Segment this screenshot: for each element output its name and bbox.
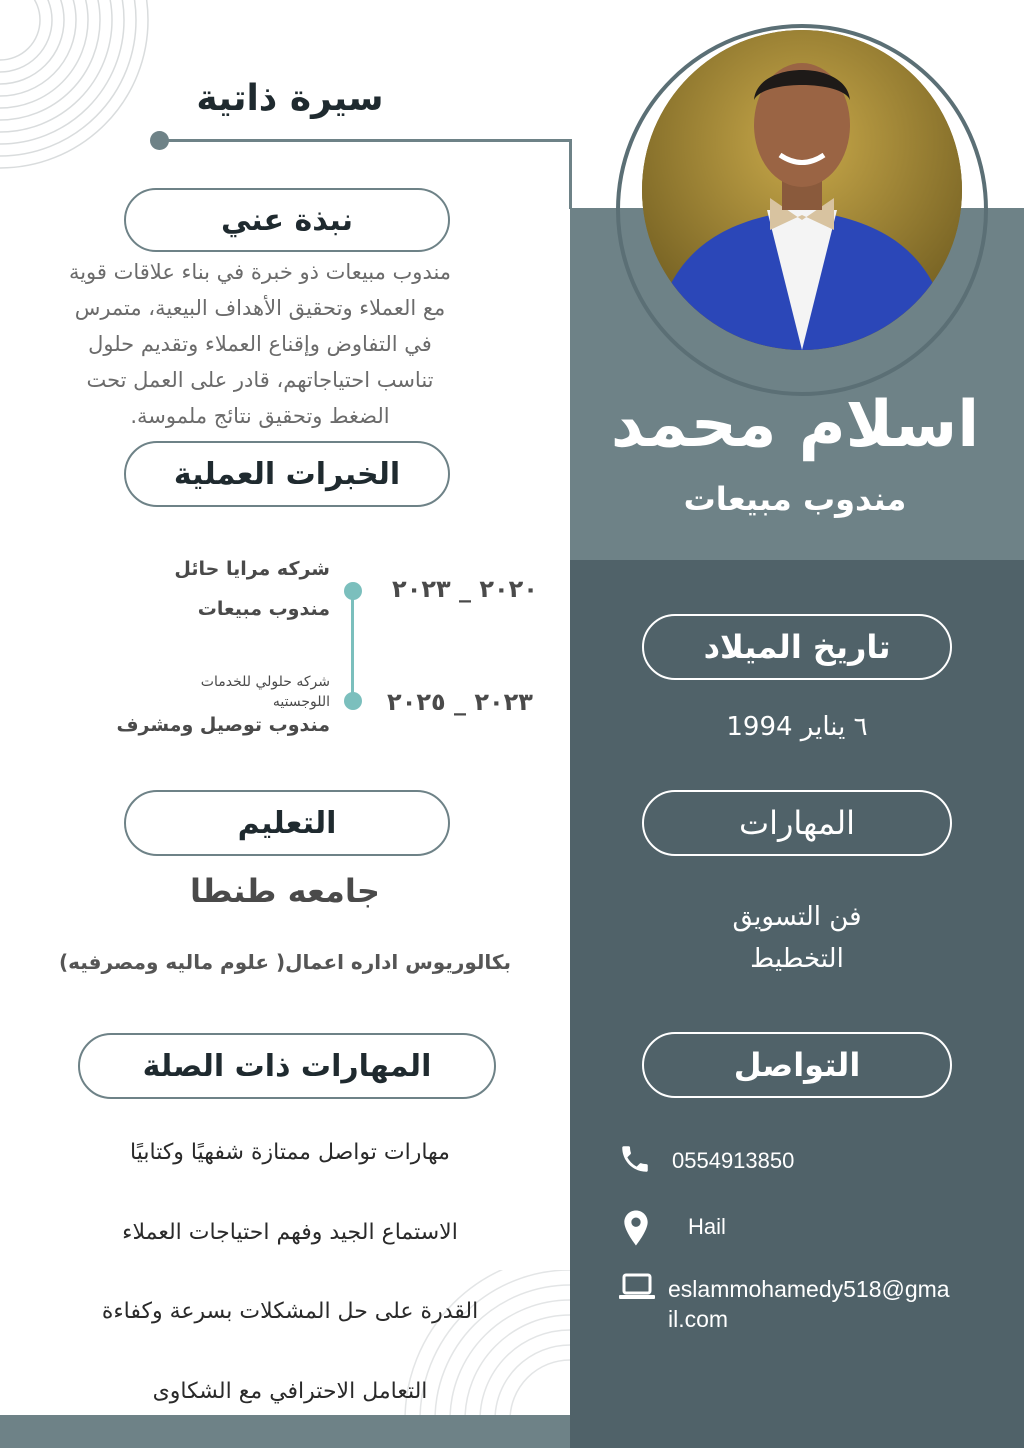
education-heading-label: التعليم [237,805,337,841]
profile-name: اسلام محمد [610,388,980,462]
university-name: جامعه طنطا [190,872,380,910]
related-skills-heading-label: المهارات ذات الصلة [142,1048,432,1084]
about-heading [124,188,450,252]
phone-icon [618,1142,652,1180]
education-heading [124,790,450,856]
contact-heading-label: التواصل [733,1046,861,1084]
timeline-dot [344,692,362,710]
experience-company [120,672,330,712]
contact-email[interactable] [668,1274,950,1334]
experience-role: مندوب توصيل ومشرف [116,714,330,736]
title-connector-line [160,139,572,142]
birth-heading-label: تاريخ الميلاد [703,628,891,666]
about-line: في التفاوض وإقناع العملاء وتقديم حلول [88,332,432,356]
title-connector-dot [150,131,169,150]
experience-dates: ٢٠٢٠ _ ٢٠٢٣ [392,575,538,603]
contact-email-line: eslammohamedy518@gma [668,1276,950,1302]
experience-company: شركه مرايا حائل [174,558,330,580]
about-line: تناسب احتياجاتهم، قادر على العمل تحت [86,368,434,392]
related-skill-item: القدرة على حل المشكلات بسرعة وكفاءة [101,1299,479,1324]
degree-text: بكالوريوس اداره اعمال( علوم ماليه ومصرفيه) [58,950,512,974]
contact-phone[interactable]: 0554913850 [672,1148,795,1173]
skill-item: فن التسويق [732,902,862,932]
page-title: سيرة ذاتية [196,78,384,119]
related-skill-item: التعامل الاحترافي مع الشكاوى [152,1379,428,1404]
skills-list [642,896,952,980]
about-line: مندوب مبيعات ذو خبرة في بناء علاقات قوية [68,260,452,284]
experience-heading [124,441,450,507]
skill-item: التخطيط [750,944,844,974]
birth-heading [642,614,952,680]
experience-company-line: شركه حلولي للخدمات [200,674,330,690]
about-line: الضغط وتحقيق نتائج ملموسة. [130,404,390,428]
contact-email-line: il.com [668,1306,729,1332]
related-skill-item: مهارات تواصل ممتازة شفهيًا وكتابيًا [130,1140,450,1165]
decorative-arcs-top [0,0,160,170]
skills-heading [642,790,952,856]
profile-job-title: مندوب مبيعات [683,480,907,518]
related-skills-heading [78,1033,496,1099]
location-pin-icon [622,1210,650,1250]
experience-dates: ٢٠٢٣ _ ٢٠٢٥ [387,688,533,716]
bottom-strip [0,1415,570,1448]
contact-heading [642,1032,952,1098]
experience-role: مندوب مبيعات [197,598,330,620]
skills-heading-label: المهارات [738,804,856,842]
experience-heading-label: الخبرات العملية [173,456,401,492]
birth-date: ٦ يناير 1994 [726,712,868,742]
experience-company-line: اللوجستيه [272,694,330,710]
about-text [22,254,498,434]
contact-location: Hail [688,1214,726,1239]
about-line: مع العملاء وتحقيق الأهداف البيعية، متمرس [74,296,446,320]
related-skill-item: الاستماع الجيد وفهم احتياجات العملاء [122,1220,458,1245]
title-connector-vertical [569,139,572,209]
about-heading-label: نبذة عني [220,202,354,238]
laptop-icon [618,1272,656,1306]
timeline-line [351,590,354,702]
timeline-dot [344,582,362,600]
profile-photo [642,30,962,350]
